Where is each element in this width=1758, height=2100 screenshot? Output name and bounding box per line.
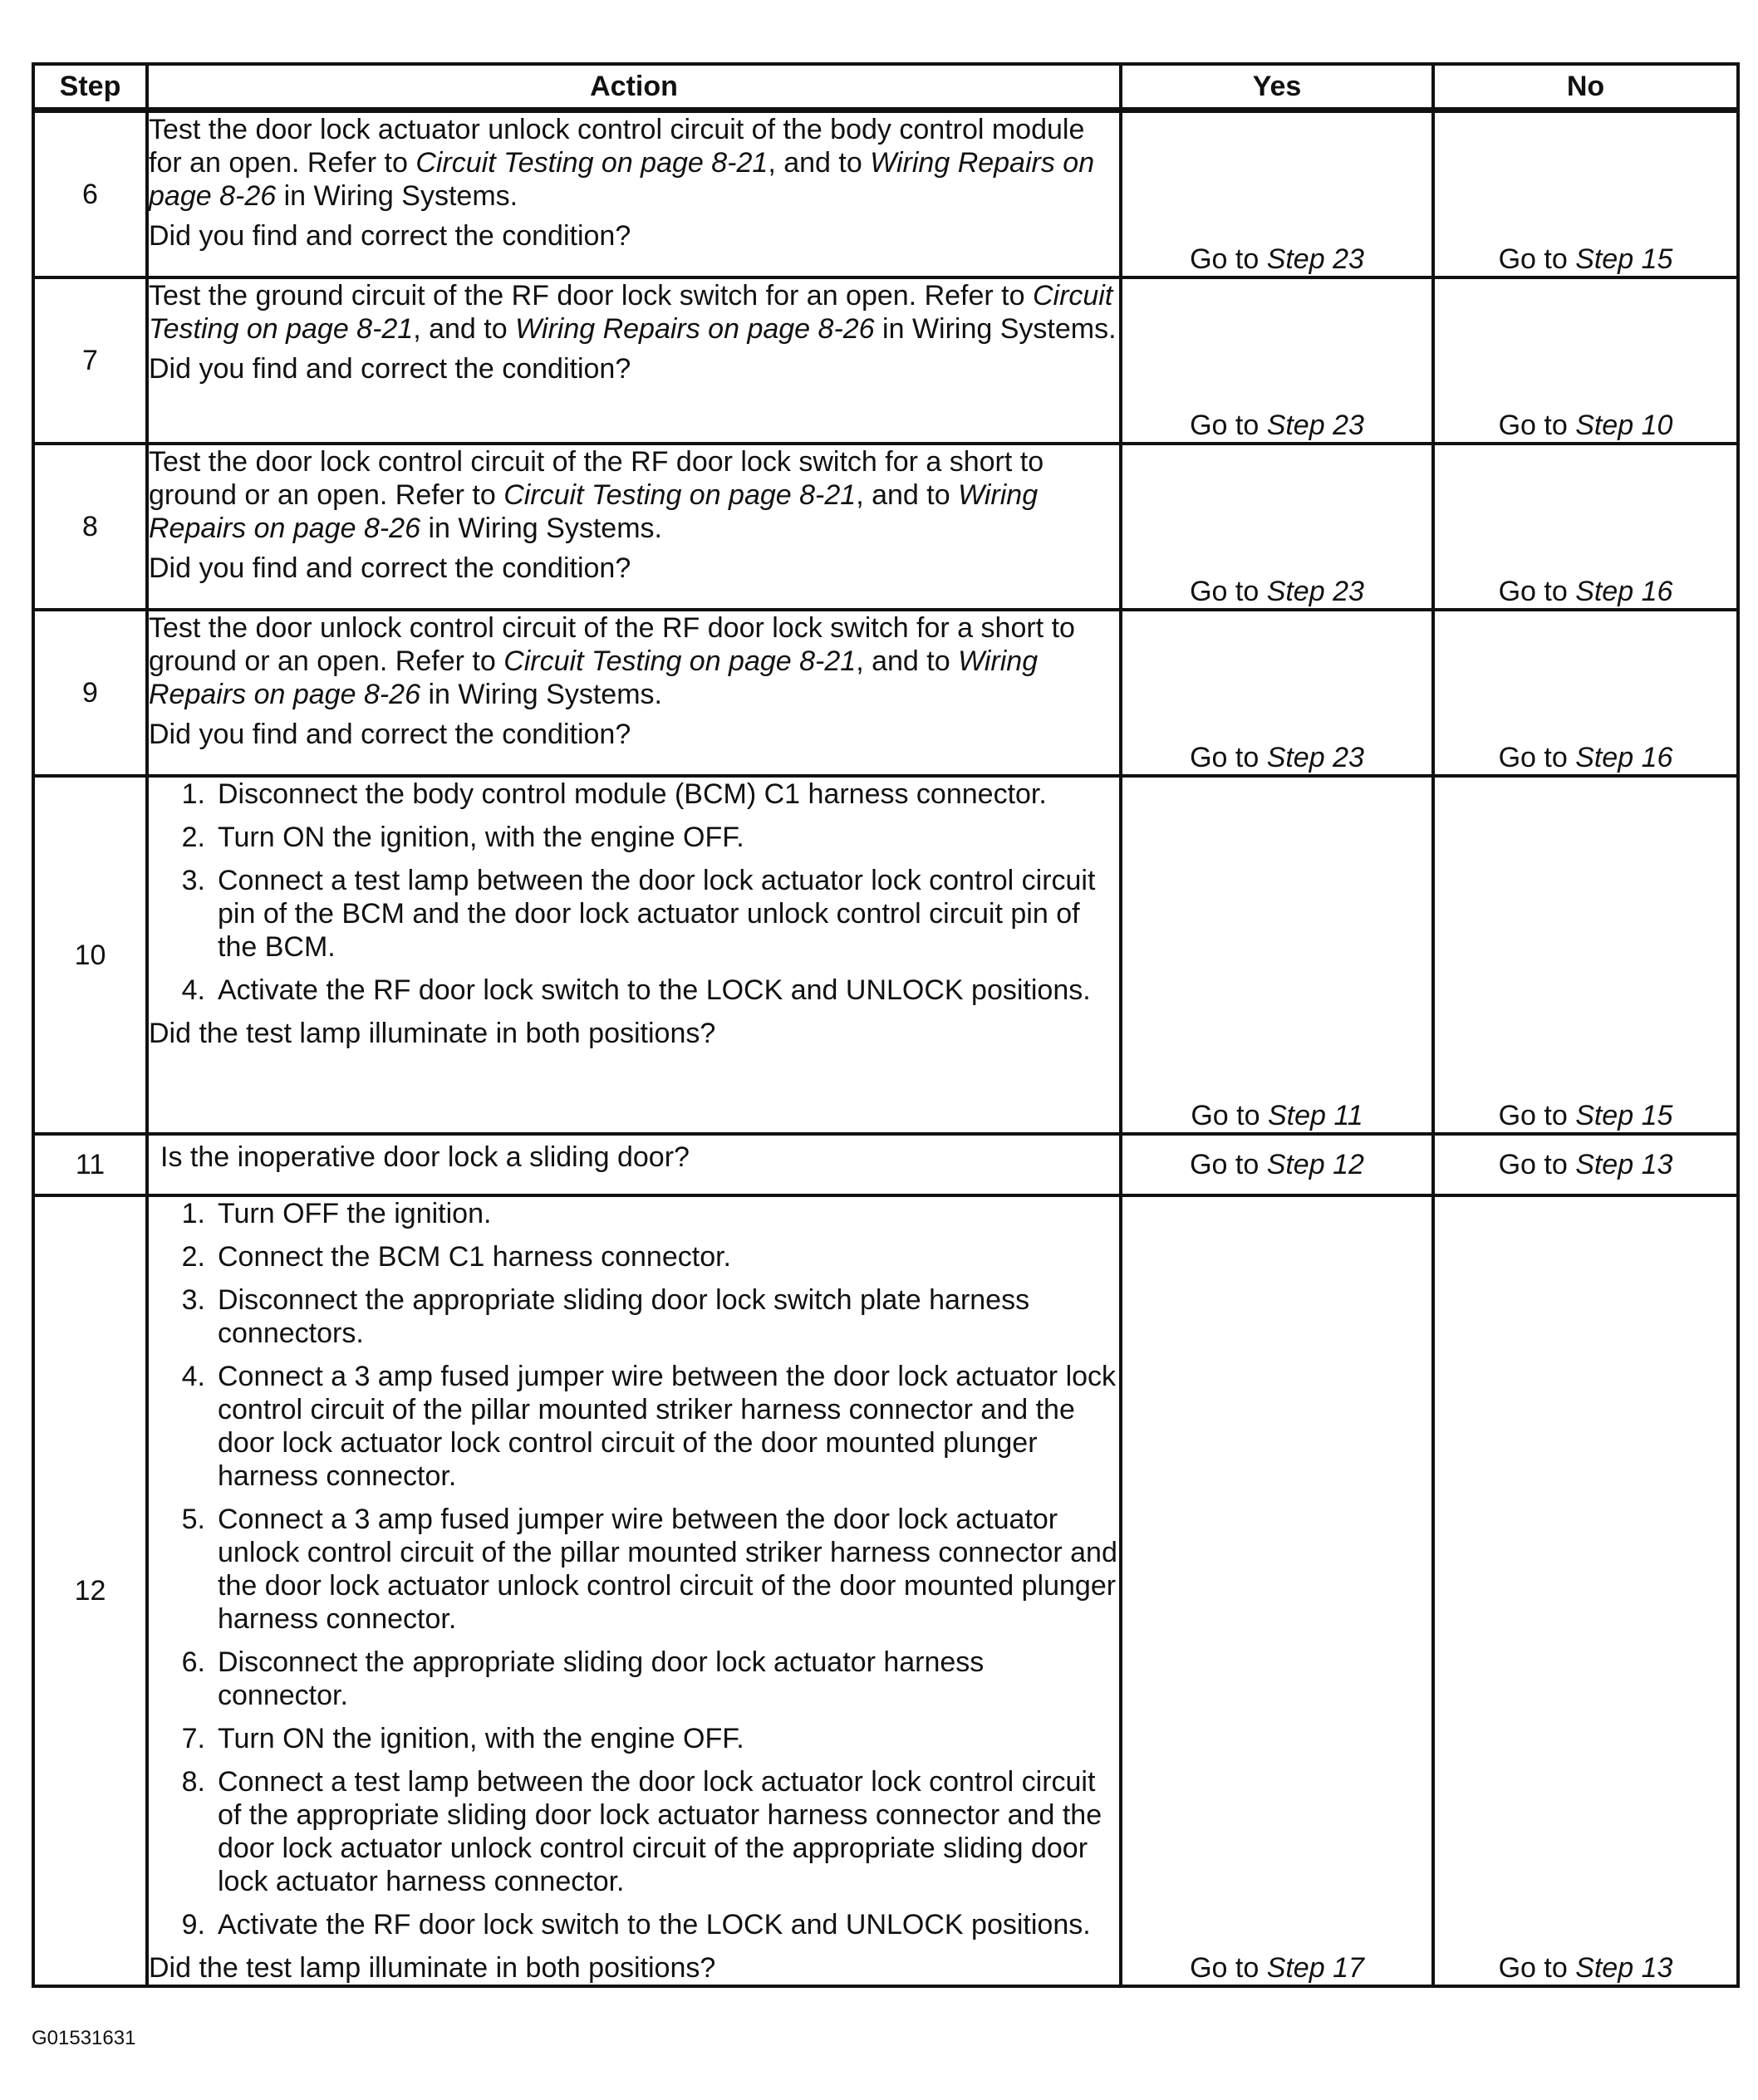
table-row [33, 1195, 1738, 1986]
yes-step-reference: Step 17 [1266, 1952, 1364, 1984]
list-item-number: 2. [181, 1241, 205, 1273]
question-text: Did the test lamp illuminate in both positions? [149, 1018, 716, 1049]
no-cell [1433, 110, 1738, 278]
action-cell [147, 776, 1121, 1134]
table-row [33, 1134, 1738, 1195]
step-number: 11 [33, 1134, 147, 1195]
list-item-text: Turn OFF the ignition. [218, 1198, 492, 1229]
action-text-segment: in Wiring Systems. [874, 313, 1117, 345]
list-item-number: 9. [181, 1909, 205, 1941]
yes-cell [1121, 277, 1433, 444]
no-step-reference: Step 15 [1575, 1100, 1673, 1131]
list-item-text: Activate the RF door lock switch to the LOCK and UNLOCK positions. [218, 974, 1091, 1006]
header-action: Action [147, 64, 1121, 110]
header-step: Step [33, 64, 147, 110]
action-text-segment: Test the door lock actuator unlock control circuit of the body control module for an open. Refer to [149, 114, 1085, 179]
no-cell [1433, 776, 1738, 1134]
list-item [149, 1765, 1119, 1898]
list-item-number: 6. [181, 1646, 205, 1678]
yes-prefix: Go to [1191, 1100, 1268, 1131]
list-item [149, 1908, 1119, 1941]
yes-step-reference: Step 23 [1266, 742, 1364, 773]
yes-cell [1121, 444, 1433, 610]
action-text-segment: , and to [856, 645, 959, 677]
action-cell [147, 1134, 1121, 1195]
yes-cell [1121, 776, 1433, 1134]
list-item-number: 2. [181, 822, 205, 853]
yes-step-reference: Step 12 [1266, 1149, 1364, 1180]
table-row [33, 277, 1738, 444]
list-item-text: Connect a test lamp between the door lock actuator lock control circuit of the appropriate sliding door lock actuator harness connector and the door lock actuator unlock control circuit of the appropriate sliding door lock actuator harness connector. [218, 1766, 1102, 1897]
reference-link-text: Wiring Repairs on page 8-26 [149, 147, 1095, 212]
question-text: Did you find and correct the condition? [149, 552, 631, 584]
yes-prefix: Go to [1190, 742, 1267, 773]
action-steps-list [149, 778, 1119, 1007]
table-row [33, 610, 1738, 776]
yes-prefix: Go to [1190, 243, 1267, 275]
action-text [149, 279, 1119, 346]
step-number: 12 [33, 1195, 147, 1986]
question-text: Is the inoperative door lock a sliding door? [160, 1141, 690, 1173]
header-yes: Yes [1121, 64, 1433, 110]
action-text-segment: , and to [413, 313, 516, 345]
action-text [149, 445, 1119, 545]
action-text-segment: in Wiring Systems. [420, 513, 662, 544]
diagnostic-steps-table [32, 62, 1740, 1988]
list-item-number: 8. [181, 1766, 205, 1798]
no-prefix: Go to [1498, 576, 1576, 607]
no-step-reference: Step 13 [1575, 1952, 1673, 1984]
action-text-segment: , and to [768, 147, 871, 179]
table-body [33, 110, 1738, 1987]
reference-link-text: Circuit Testing on page 8-21 [149, 280, 1113, 345]
yes-step-reference: Step 11 [1267, 1100, 1363, 1131]
step-number: 7 [33, 277, 147, 444]
header-row [33, 64, 1738, 110]
yes-prefix: Go to [1190, 1149, 1267, 1180]
list-item-text: Disconnect the body control module (BCM) C1 harness connector. [218, 778, 1047, 810]
list-item [149, 1722, 1119, 1755]
no-cell [1433, 1134, 1738, 1195]
step-number: 8 [33, 444, 147, 610]
action-text-segment: , and to [856, 479, 959, 511]
no-step-reference: Step 10 [1575, 410, 1673, 441]
list-item [149, 1283, 1119, 1350]
list-item-number: 1. [181, 1198, 205, 1229]
yes-prefix: Go to [1190, 1952, 1267, 1984]
list-item [149, 1646, 1119, 1712]
no-cell [1433, 1195, 1738, 1986]
yes-prefix: Go to [1190, 576, 1267, 607]
list-item-text: Connect the BCM C1 harness connector. [218, 1241, 731, 1273]
list-item [149, 1360, 1119, 1493]
no-cell [1433, 277, 1738, 444]
list-item-text: Turn ON the ignition, with the engine OFF. [218, 822, 744, 853]
action-cell [147, 444, 1121, 610]
yes-cell [1121, 610, 1433, 776]
list-item-number: 4. [181, 1361, 205, 1392]
action-cell [147, 277, 1121, 444]
no-step-reference: Step 13 [1575, 1149, 1673, 1180]
figure-id: G01531631 [32, 2027, 136, 2049]
list-item [149, 864, 1119, 964]
table-row [33, 444, 1738, 610]
list-item [149, 1240, 1119, 1273]
reference-link-text: Circuit Testing on page 8-21 [503, 479, 857, 511]
step-number: 9 [33, 610, 147, 776]
question-text: Did the test lamp illuminate in both positions? [149, 1952, 716, 1984]
action-text [149, 611, 1119, 711]
no-prefix: Go to [1498, 1100, 1576, 1131]
list-item-number: 1. [181, 778, 205, 810]
no-prefix: Go to [1498, 1952, 1576, 1984]
list-item-text: Connect a 3 amp fused jumper wire between the door lock actuator lock control circuit of the pillar mounted striker harness connector and the door lock actuator lock control circuit of the door mounted plunger harness connector. [218, 1361, 1117, 1492]
list-item-text: Activate the RF door lock switch to the LOCK and UNLOCK positions. [218, 1909, 1091, 1941]
list-item-number: 3. [181, 1284, 205, 1316]
action-text-segment: Test the door unlock control circuit of the RF door lock switch for a short to ground or an open. Refer to [149, 612, 1075, 677]
list-item-number: 3. [181, 865, 205, 896]
action-cell [147, 610, 1121, 776]
list-item-text: Connect a test lamp between the door lock actuator lock control circuit pin of the BCM and the door lock actuator unlock control circuit pin of the BCM. [218, 865, 1096, 963]
action-text-segment: in Wiring Systems. [420, 679, 662, 710]
yes-cell [1121, 110, 1433, 278]
no-step-reference: Step 15 [1575, 243, 1673, 275]
list-item-text: Disconnect the appropriate sliding door lock actuator harness connector. [218, 1646, 985, 1711]
action-text-segment: Test the door lock control circuit of the RF door lock switch for a short to ground or an open. Refer to [149, 446, 1044, 511]
no-prefix: Go to [1498, 742, 1576, 773]
reference-link-text: Wiring Repairs on page 8-26 [149, 645, 1039, 710]
question-text: Did you find and correct the condition? [149, 719, 631, 750]
yes-step-reference: Step 23 [1266, 576, 1364, 607]
table-row [33, 110, 1738, 278]
no-step-reference: Step 16 [1575, 576, 1673, 607]
table-row [33, 776, 1738, 1134]
no-prefix: Go to [1498, 1149, 1576, 1180]
header-no: No [1433, 64, 1738, 110]
no-prefix: Go to [1498, 410, 1576, 441]
action-text-segment: Test the ground circuit of the RF door lock switch for an open. Refer to [149, 280, 1033, 312]
list-item-text: Turn ON the ignition, with the engine OFF. [218, 1723, 744, 1754]
no-prefix: Go to [1498, 243, 1576, 275]
yes-step-reference: Step 23 [1266, 410, 1364, 441]
reference-link-text: Wiring Repairs on page 8-26 [149, 479, 1039, 544]
list-item-number: 4. [181, 974, 205, 1006]
list-item-text: Disconnect the appropriate sliding door lock switch plate harness connectors. [218, 1284, 1030, 1349]
list-item [149, 821, 1119, 854]
action-text-segment: in Wiring Systems. [276, 180, 518, 212]
list-item-number: 7. [181, 1723, 205, 1754]
list-item-text: Connect a 3 amp fused jumper wire between the door lock actuator unlock control circuit of the pillar mounted striker harness connector and the door lock actuator unlock control circuit of the door mounted plunger harness connector. [218, 1504, 1117, 1635]
yes-cell [1121, 1134, 1433, 1195]
question-text: Did you find and correct the condition? [149, 353, 631, 385]
step-number: 10 [33, 776, 147, 1134]
list-item [149, 778, 1119, 811]
no-step-reference: Step 16 [1575, 742, 1673, 773]
reference-link-text: Circuit Testing on page 8-21 [415, 147, 769, 179]
reference-link-text: Circuit Testing on page 8-21 [503, 645, 857, 677]
question-text: Did you find and correct the condition? [149, 220, 631, 252]
action-cell [147, 110, 1121, 278]
list-item [149, 1197, 1119, 1230]
yes-step-reference: Step 23 [1266, 243, 1364, 275]
yes-cell [1121, 1195, 1433, 1986]
list-item-number: 5. [181, 1504, 205, 1535]
no-cell [1433, 610, 1738, 776]
action-cell [147, 1195, 1121, 1986]
list-item [149, 974, 1119, 1007]
list-item [149, 1503, 1119, 1636]
action-steps-list [149, 1197, 1119, 1941]
reference-link-text: Wiring Repairs on page 8-26 [515, 313, 875, 345]
yes-prefix: Go to [1190, 410, 1267, 441]
no-cell [1433, 444, 1738, 610]
step-number: 6 [33, 110, 147, 278]
action-text [149, 113, 1119, 213]
